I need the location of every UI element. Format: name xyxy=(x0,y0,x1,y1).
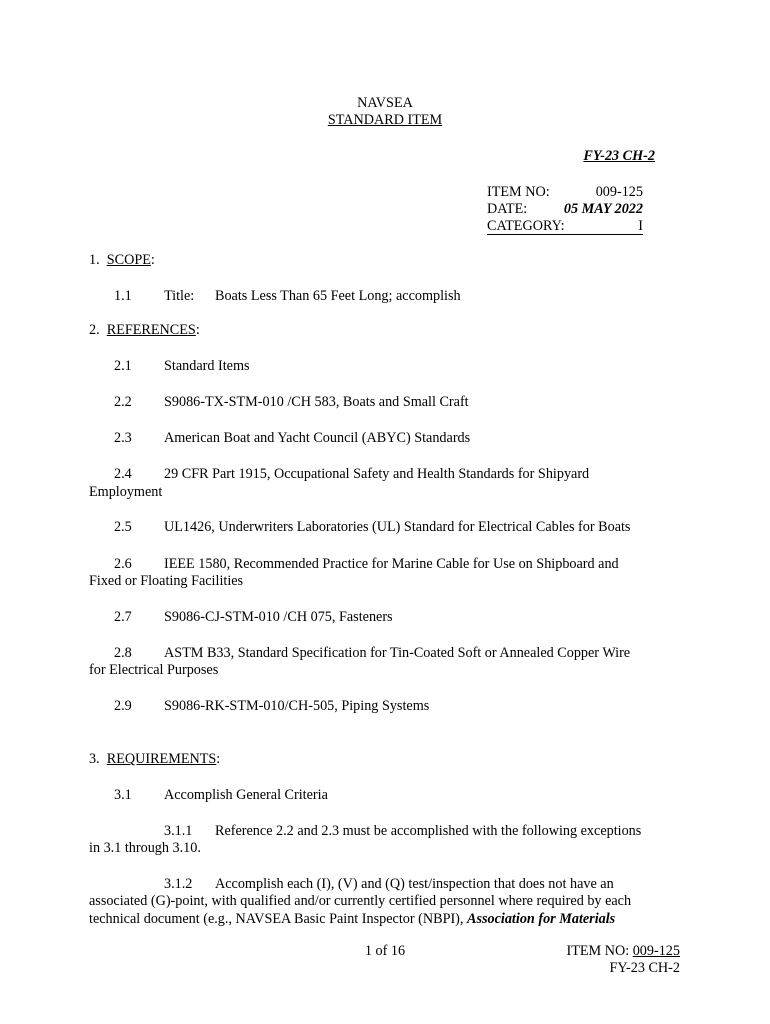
s3-1-1-text-cont: in 3.1 through 3.10. xyxy=(89,840,201,856)
ref-text: S9086-CJ-STM-010 /CH 075, Fasteners xyxy=(164,609,393,625)
header-date-value: 05 MAY 2022 xyxy=(563,201,643,217)
s3-1-2-text: Accomplish each (I), (V) and (Q) test/inspection that does not have an xyxy=(215,876,614,892)
footer-fy: FY-23 CH-2 xyxy=(609,960,680,976)
ref-text: Standard Items xyxy=(164,358,250,374)
section-requirements xyxy=(89,751,220,768)
s1-1-label: Title: xyxy=(164,288,195,304)
ref-num: 2.7 xyxy=(114,609,132,625)
footer-item-value: 009-125 xyxy=(632,943,680,959)
ref-text: 29 CFR Part 1915, Occupational Safety and Health Standards for Shipyard xyxy=(164,466,590,482)
header-fy xyxy=(583,148,655,165)
ref-num: 2.8 xyxy=(114,645,132,661)
footer-item-label: ITEM NO: xyxy=(566,943,630,959)
ref-num: 2.6 xyxy=(114,556,132,572)
s3-1-2-text-cont1: associated (G)-point, with qualified and/or currently certified personnel where required by each xyxy=(89,893,632,909)
footer-item-no xyxy=(567,943,681,960)
ref-num: 2.4 xyxy=(114,466,132,482)
ref-text-cont: Employment xyxy=(89,484,163,500)
ref-text-cont: Fixed or Floating Facilities xyxy=(89,573,244,589)
ref-text: UL1426, Underwriters Laboratories (UL) Standard for Electrical Cables for Boats xyxy=(164,519,631,535)
s3-1-1-text: Reference 2.2 and 2.3 must be accomplished with the following exceptions xyxy=(215,823,642,839)
header-category-value: I xyxy=(638,218,643,234)
scope-title: SCOPE xyxy=(106,252,151,268)
section-references xyxy=(89,322,200,339)
s3-1-text: Accomplish General Criteria xyxy=(164,787,328,803)
requirements-colon: : xyxy=(216,751,221,767)
references-colon: : xyxy=(195,322,200,338)
ref-text: S9086-RK-STM-010/CH-505, Piping Systems xyxy=(164,698,430,714)
header-fy-text: FY-23 CH-2 xyxy=(583,148,655,164)
s3-1-2-num: 3.1.2 xyxy=(164,876,193,892)
header-date-label: DATE: xyxy=(487,201,528,217)
ref-text: American Boat and Yacht Council (ABYC) Standards xyxy=(164,430,471,446)
header-date xyxy=(487,201,643,218)
references-num: 2. xyxy=(89,322,100,338)
s3-1-num: 3.1 xyxy=(114,787,132,803)
s3-1-2-cont2-bold: Association for Materials xyxy=(467,911,616,927)
ref-num: 2.5 xyxy=(114,519,132,535)
footer-page-number: 1 of 16 xyxy=(364,943,406,959)
section-scope xyxy=(89,252,155,269)
s3-1-1-num: 3.1.1 xyxy=(164,823,193,839)
ref-num: 2.9 xyxy=(114,698,132,714)
ref-num: 2.3 xyxy=(114,430,132,446)
ref-num: 2.1 xyxy=(114,358,132,374)
header-category-label: CATEGORY: xyxy=(487,218,565,234)
header-rule xyxy=(487,234,643,235)
requirements-title: REQUIREMENTS xyxy=(106,751,217,767)
ref-text: IEEE 1580, Recommended Practice for Marine Cable for Use on Shipboard and xyxy=(164,556,619,572)
s3-1-2-cont2-plain: technical document (e.g., NAVSEA Basic Paint Inspector (NBPI), xyxy=(89,911,464,927)
header-item-no xyxy=(487,184,643,201)
scope-num: 1. xyxy=(89,252,100,268)
s1-1-num: 1.1 xyxy=(114,288,132,304)
ref-text-cont: for Electrical Purposes xyxy=(89,662,219,678)
header-item-label: ITEM NO: xyxy=(487,184,550,200)
header-category xyxy=(487,218,643,235)
references-title: REFERENCES xyxy=(106,322,196,338)
header-item-value: 009-125 xyxy=(595,184,643,200)
s3-1-2-text-cont2 xyxy=(89,911,615,928)
s1-1-text: Boats Less Than 65 Feet Long; accomplish xyxy=(215,288,461,304)
requirements-num: 3. xyxy=(89,751,100,767)
header-standard-item-text: STANDARD ITEM xyxy=(327,112,443,128)
header-standard-item xyxy=(0,112,770,129)
scope-colon: : xyxy=(150,252,155,268)
ref-text: ASTM B33, Standard Specification for Tin-Coated Soft or Annealed Copper Wire xyxy=(164,645,631,661)
header-navsea: NAVSEA xyxy=(357,95,413,111)
ref-text: S9086-TX-STM-010 /CH 583, Boats and Small Craft xyxy=(164,394,469,410)
ref-num: 2.2 xyxy=(114,394,132,410)
